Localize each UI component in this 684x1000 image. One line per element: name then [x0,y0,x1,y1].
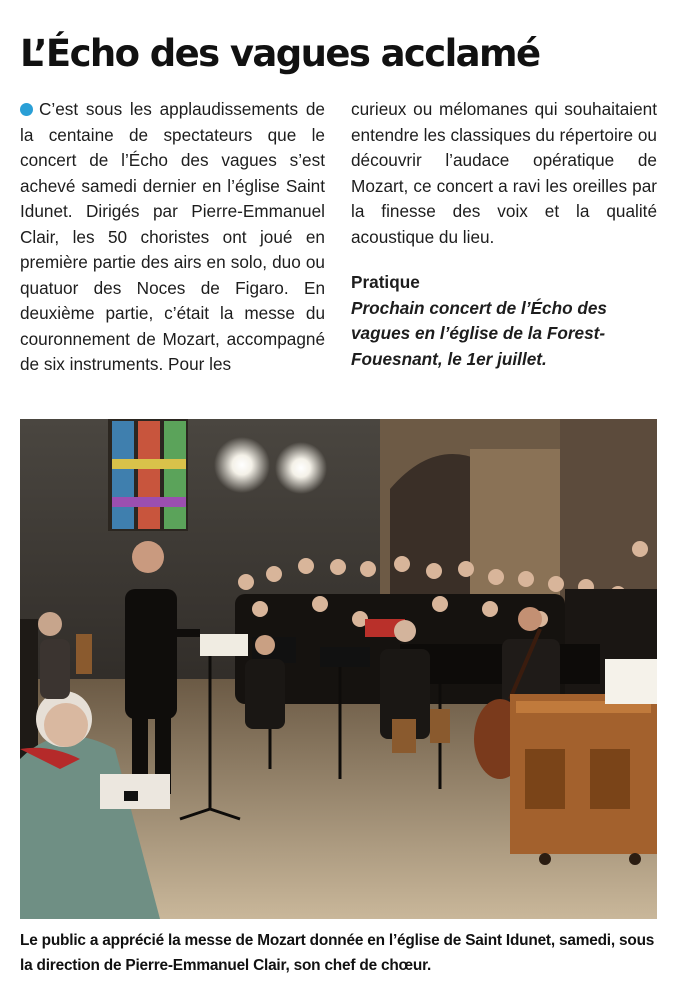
article-column-left [20,97,325,378]
pratique-text: Prochain concert de l’Écho des vagues en l’église de la Forest-Fouesnant, le 1er juillet. [351,297,607,369]
article-body-right: curieux ou mélomanes qui souhaitaient entendre les classiques du répertoire ou découvrir l’audace opératique de Mozart, ce concert a ravi les oreilles par la finesse des voix et la qualité acoustique du lieu. [351,99,657,247]
article-column-right [351,97,657,372]
photo-caption: Le public a apprécié la messe de Mozart donnée en l’église de Saint Idunet, samedi, sous la direction de Pierre-Emmanuel Clair, son chef de chœur. [20,932,655,974]
concert-photo [20,419,657,919]
bullet-icon [20,103,33,116]
article-paragraph-1 [20,97,325,378]
pratique-title: Pratique [351,272,420,292]
article-body-left: C’est sous les applaudissements de la centaine de spectateurs que le concert de l’Écho des vagues s’est achevé samedi dernier en l’église Saint Idunet. Dirigés par Pierre-Emmanuel Clair, les 50 choristes ont joué en première partie des airs en solo, duo ou quatuor des Noces de Figaro. En deuxième partie, c’était la messe du couronnement de Mozart, accompagné de six instruments. Pour les [20,99,325,374]
concert-photo-illustration [20,419,657,919]
headline: L’Écho des vagues acclamé [20,32,540,75]
